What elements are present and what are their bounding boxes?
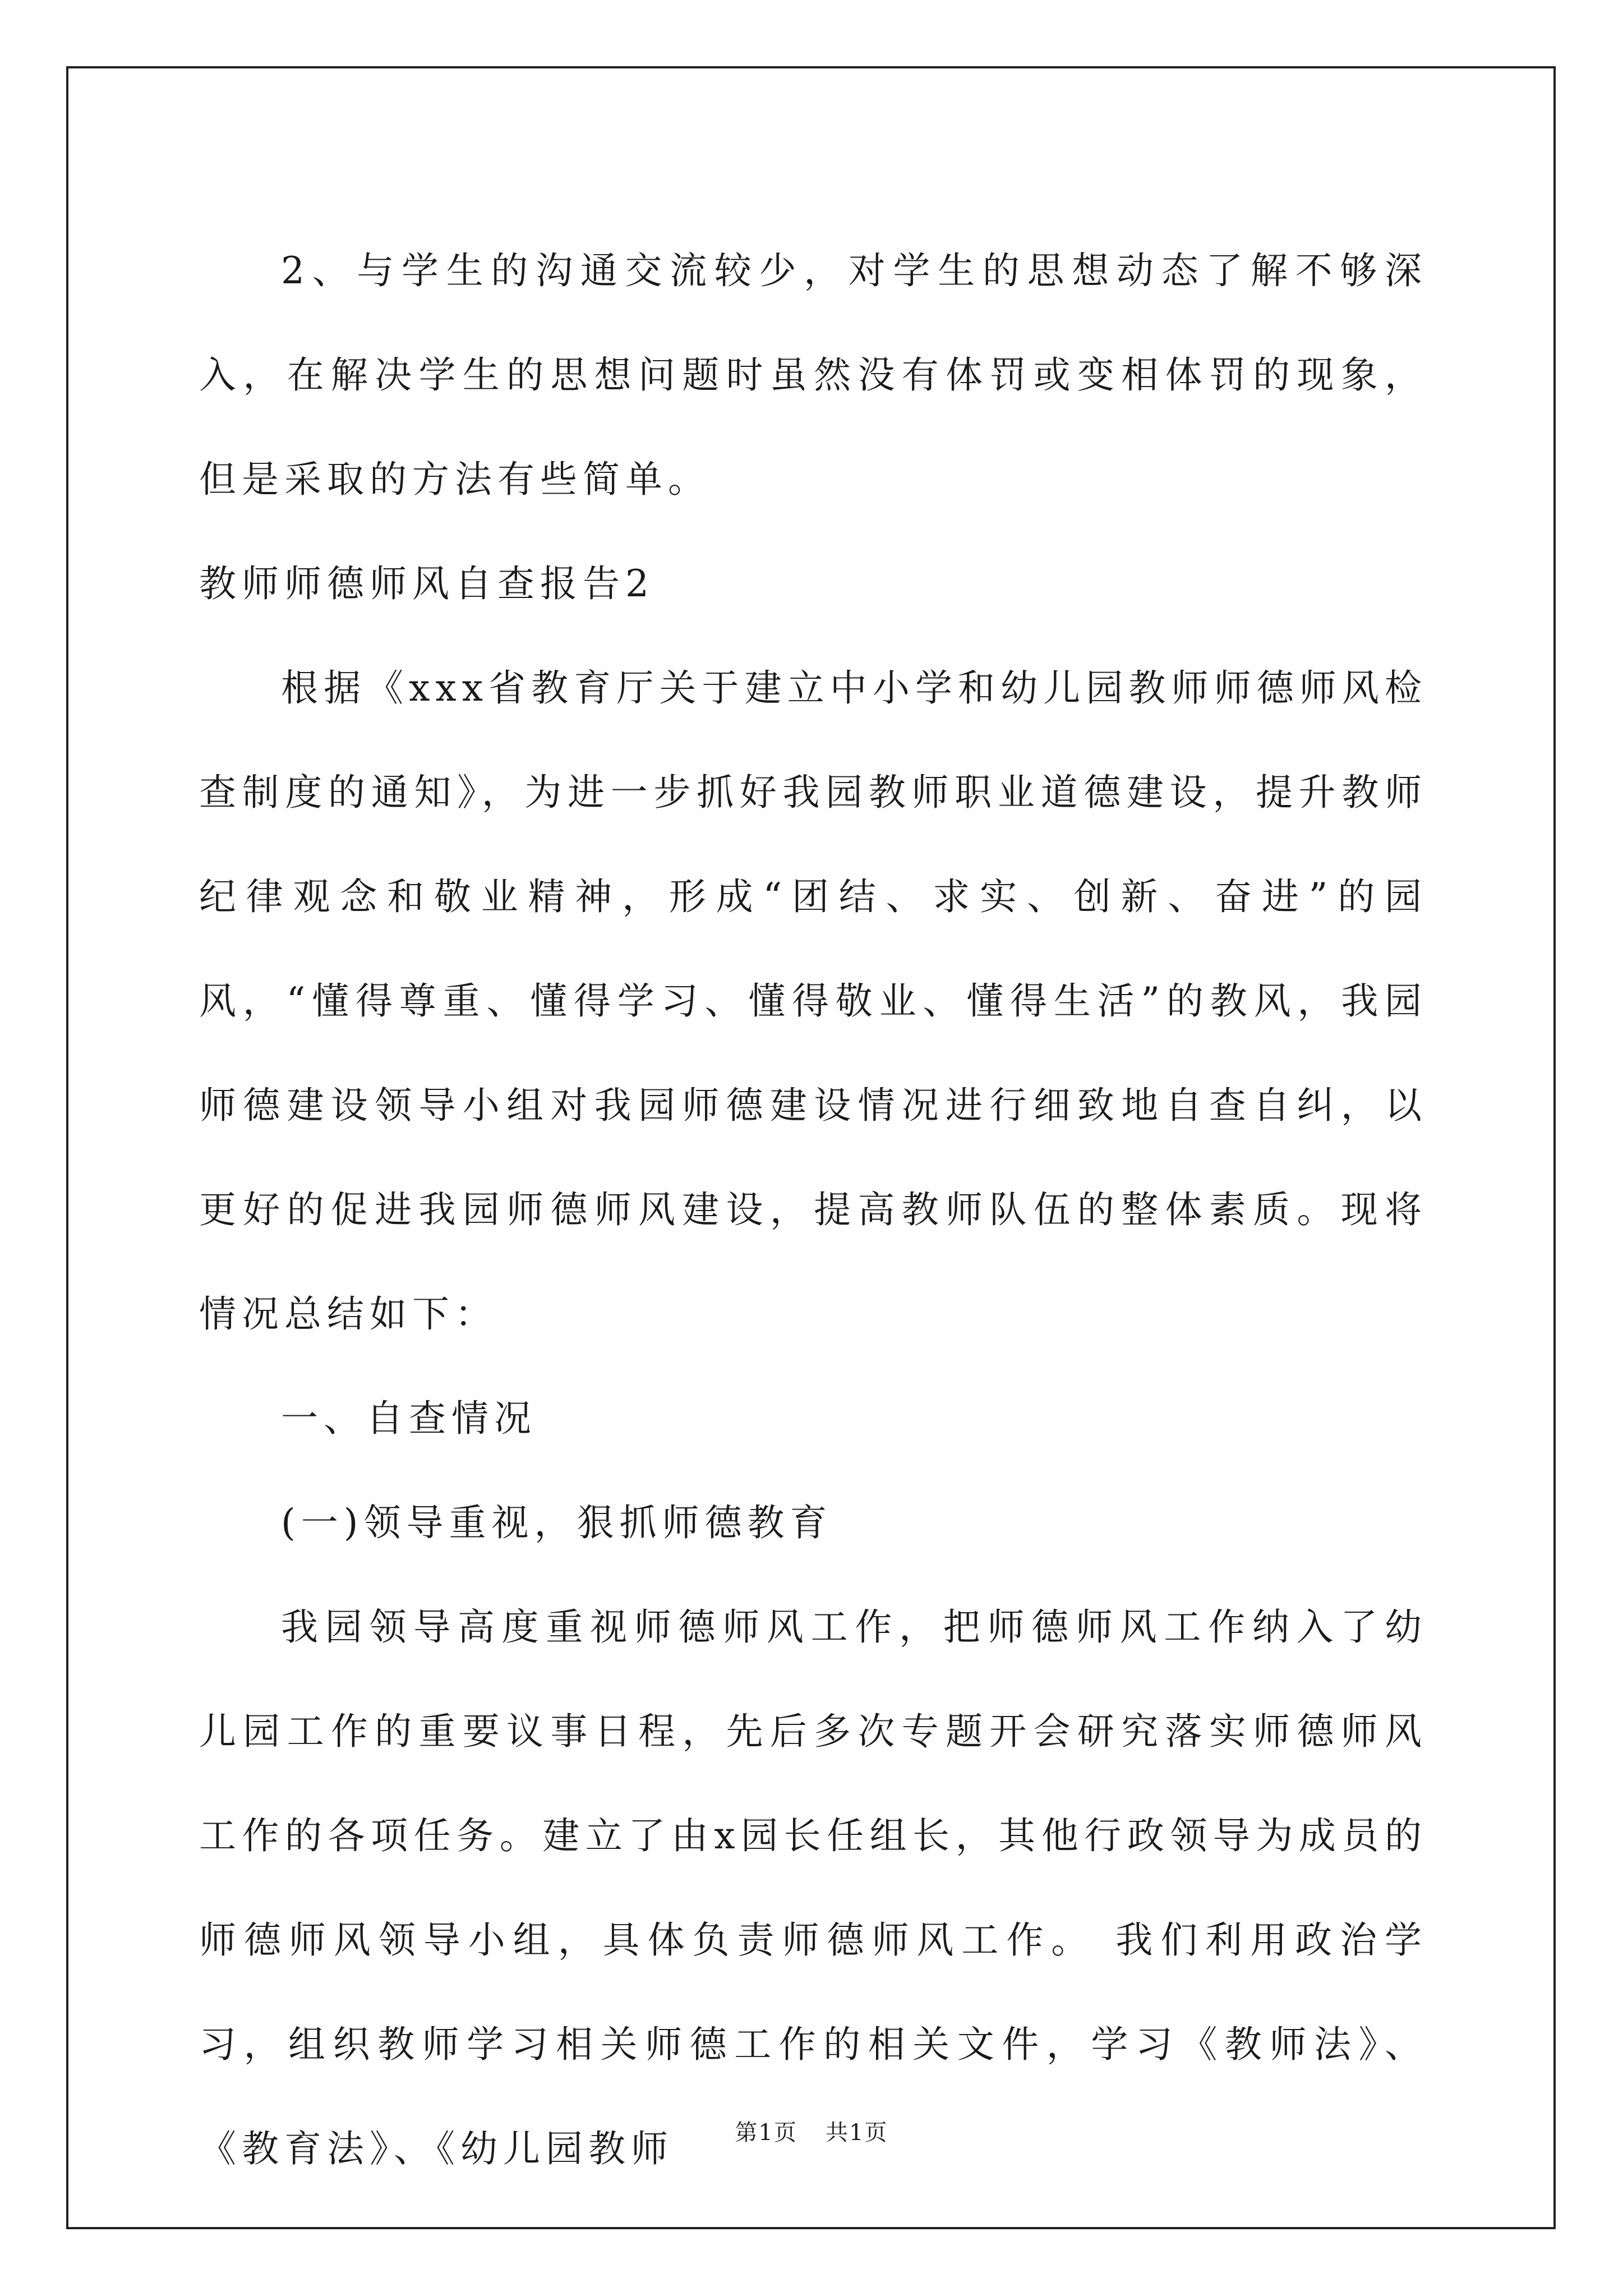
paragraph-item-2-point: 2、与学生的沟通交流较少，对学生的思想动态了解不够深入，在解决学生的思想问题时虽然没有体罚或变相体罚的现象，但是采取的方法有些简单。	[199, 249, 1427, 501]
paragraph-intro: 根据《xxx省教育厅关于建立中小学和幼儿园教师师德师风检查制度的通知》，为进一步抓好我园教师职业道德建设，提升教师纪律观念和敬业精神，形成“团结、求实、创新、奋进”的园风，“懂得尊重、懂得学习、懂得敬业、懂得生活”的教风，我园师德建设领导小组对我园师德建设情况进行细致地自查自纠，以更好的促进我园师德师风建设，提高教师队伍的整体素质。现将情况总结如下：	[199, 666, 1427, 1336]
page-number: 第1页	[735, 2120, 797, 2146]
paragraph-leadership: 我园领导高度重视师德师风工作，把师德师风工作纳入了幼儿园工作的重要议事日程，先后多次专题开会研究落实师德师风工作的各项任务。建立了由x园长任组长，其他行政领导为成员的师德师风领导小组，具体负责师德师风工作。 我们利用政治学习，组织教师学习相关师德工作的相关文件，学习《教师法》、《教育法》、《幼儿园教师	[199, 1605, 1427, 2170]
page-total: 共1页	[826, 2120, 888, 2146]
page-footer	[0, 2115, 1623, 2147]
section-heading-self-check: 一、自查情况	[281, 1397, 537, 1440]
report-title: 教师师德师风自查报告2	[199, 562, 654, 605]
document-body	[199, 219, 1427, 2201]
subsection-heading-leadership: (一)领导重视，狠抓师德教育	[281, 1501, 833, 1544]
